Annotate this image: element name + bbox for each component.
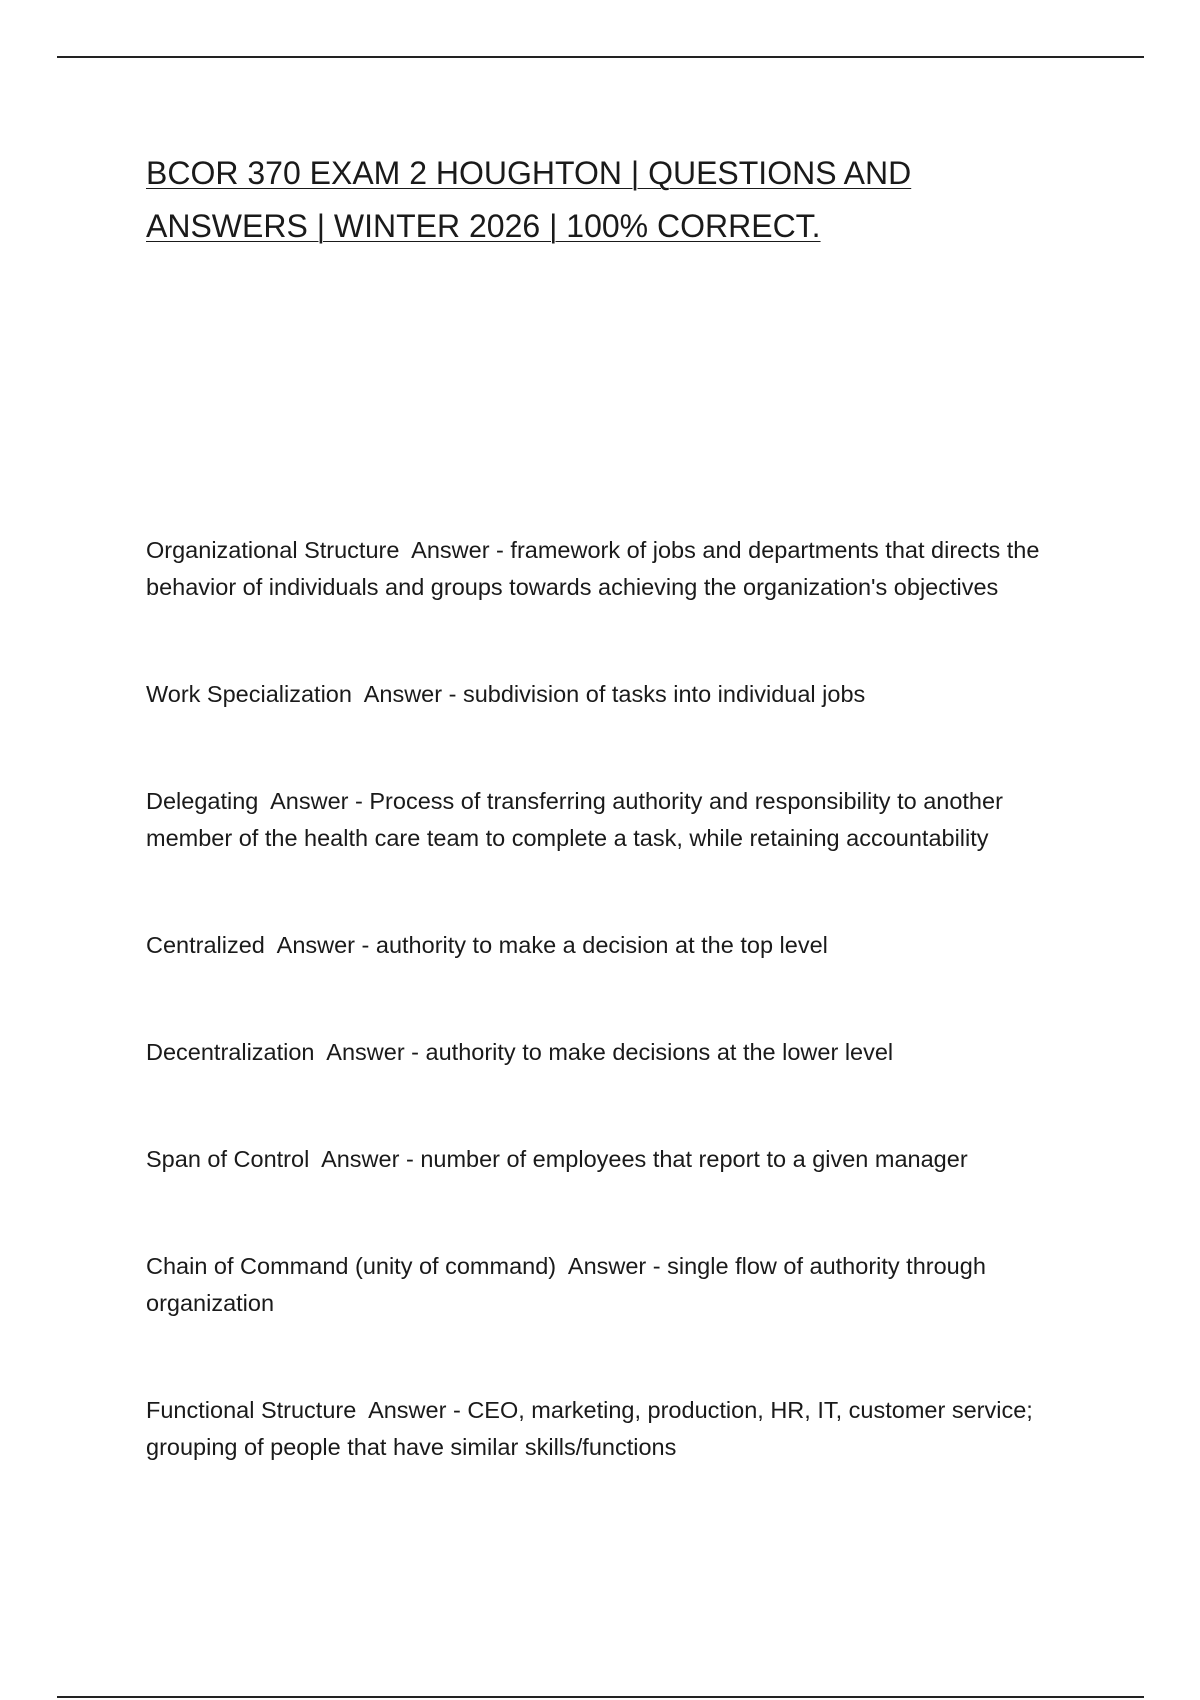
qa-term: Functional Structure <box>146 1397 357 1423</box>
qa-list <box>146 532 1066 1536</box>
qa-answer: authority to make a decision at the top level <box>375 932 828 958</box>
title-line-1: BCOR 370 EXAM 2 HOUGHTON | QUESTIONS AND <box>146 155 912 191</box>
qa-term: Span of Control <box>146 1146 310 1172</box>
qa-answer-marker: Answer - <box>270 788 363 814</box>
qa-item-decentralization <box>146 1034 1066 1071</box>
qa-answer: single flow of authority through organization <box>146 1253 986 1316</box>
qa-answer-marker: Answer - <box>363 681 457 707</box>
qa-answer: authority to make decisions at the lower level <box>425 1039 894 1065</box>
qa-answer-marker: Answer - <box>411 537 504 563</box>
qa-answer: subdivision of tasks into individual jobs <box>462 681 866 707</box>
header-rule <box>57 56 1144 58</box>
qa-answer: framework of jobs and departments that directs the behavior of individuals and groups towards achieving the organization's objectives <box>146 537 1040 600</box>
qa-item-centralized <box>146 927 1066 964</box>
qa-term: Chain of Command (unity of command) <box>146 1253 557 1279</box>
qa-item-work-specialization <box>146 676 1066 713</box>
qa-answer-marker: Answer - <box>567 1253 661 1279</box>
qa-term: Organizational Structure <box>146 537 400 563</box>
qa-term: Delegating <box>146 788 259 814</box>
qa-term: Decentralization <box>146 1039 315 1065</box>
qa-term: Centralized <box>146 932 265 958</box>
qa-term: Work Specialization <box>146 681 352 707</box>
qa-answer: CEO, marketing, production, HR, IT, customer service; grouping of people that have similar skills/functions <box>146 1397 1033 1460</box>
qa-answer: Process of transferring authority and responsibility to another member of the health care team to complete a task, while retaining accountability <box>146 788 1003 851</box>
qa-item-delegating <box>146 783 1066 857</box>
document-title <box>146 147 1026 253</box>
qa-answer-marker: Answer - <box>276 932 370 958</box>
qa-answer-marker: Answer - <box>368 1397 461 1423</box>
qa-answer-marker: Answer - <box>321 1146 414 1172</box>
title-line-2: ANSWERS | WINTER 2026 | 100% CORRECT. <box>146 208 821 244</box>
qa-answer: number of employees that report to a given manager <box>420 1146 968 1172</box>
qa-item-span-of-control <box>146 1141 1066 1178</box>
qa-answer-marker: Answer - <box>326 1039 419 1065</box>
qa-item-chain-of-command <box>146 1248 1066 1322</box>
qa-item-organizational-structure <box>146 532 1066 606</box>
qa-item-functional-structure <box>146 1392 1066 1466</box>
footer-rule <box>57 1696 1144 1698</box>
